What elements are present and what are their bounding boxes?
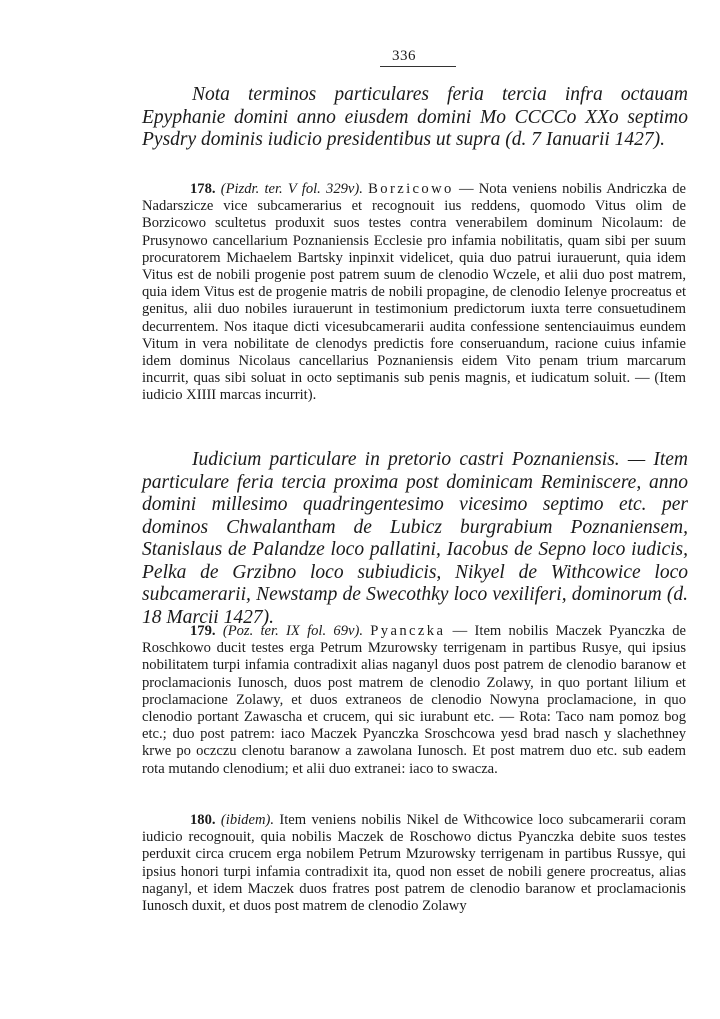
entry-source: (ibidem). (220, 812, 274, 828)
entry-179 (142, 623, 686, 778)
entry-text: — Nota veniens nobilis Andriczka de Nadarszicze vice subcamerarius et recognouit ius reddens, quomodo Vitus olim de Borzicowo scultetus produxit suos testes contra venerabilem dominum Nicolaum: de Prusynowo cancellarium Poznaniensis Ecclesie pro infamia nobilitatis, quam sibi per suum procuratorem Michaelem Bartsky inpinxit videlicet, quia duo patrui iurauerunt, quia idem Vitus est de nobili progenie post patrem suum de clenodio Wczele, et alii duo post matrem, quia idem Vitus est de progenie matris de nobili propagine, de clenodio Ielenye procreatus et genitus, alii duo nobiles iurauerunt in testimonium predictorum iuxta terre consuetudinem decurrentem. Nos itaque dicti vicesubcamerarii audita confessione sentenciauimus eundem Vitum in vera nobilitate de clenodys predictis fore conseruandum, racione cuius infamie idem dominus Nicolaus cancellarius Poznaniensis eidem Vito penam trium marcarum incurrit, quas sibi soluat in octo septimanis sub penis magnis, et iudicatum soluit. — (Item iudicio XIIII marcas incurrit). (142, 181, 686, 404)
section-heading: Nota terminos particulares feria tercia infra octauam Epyphanie domini anno eiusdem domini Mo CCCCo XXo septimo Pysdry dominis iudicio presidentibus ut supra (d. 7 Ianuarii 1427). (142, 84, 688, 150)
page-number-rule (380, 66, 456, 67)
entry-178 (142, 181, 686, 405)
entry-place: Pyanczka (370, 623, 446, 639)
entry-source: (Poz. ter. IX fol. 69v). (222, 623, 363, 639)
section-heading: Iudicium particulare in pretorio castri Poznaniensis. — Item particulare feria tercia proxima post dominicam Reminiscere, anno domini millesimo quadringentesimo vicesimo septimo etc. per dominos Chwalantham de Lubicz burgrabium Poznaniensem, Stanislaus de Palandze loco pallatini, Iacobus de Sepno loco iudicis, Pelka de Grzibno loco subiudicis, Nikyel de Withcowice loco subcamerarii, Newstamp de Swecothky loco vexiliferi, dominorum (d. 18 Marcii 1427). (142, 449, 688, 628)
entry-number: 178. (190, 181, 216, 197)
entry-place: Borzicowo (368, 181, 454, 197)
entry-source: (Pizdr. ter. V fol. 329v). (220, 181, 363, 197)
entry-number: 179. (190, 623, 216, 639)
entry-180 (142, 812, 686, 915)
page-number: 336 (392, 48, 416, 64)
entry-text: — Item nobilis Maczek Pyanczka de Roschkowo ducit testes erga Petrum Mzurowsky terrigenam in partibus Rusye, qui ipsius nobilitatem turpi infamia contradixit alias naganyl duos post patrem de clenodio baranow et proclamacionis Iunosch, duos post matrem de clenodio Zolawy, in quo portant lilium et proclamacione Zolawy, et duos extraneos de clenodio Nowyna proclamacione, in quo clenodio portant Zawascha et crucem, qui sic iurabunt etc. — Rota: Taco nam pomoz bog etc.; duo post patrem: iaco Maczek Pyanczka Sroschcowa yesd brad nasch y slachethney krwe po oczczu clenotu baranow a zawolana Iunosch. Et post matrem duo etc. sub eadem rota mutando clenodium; et alii duo extranei: iaco to swacza. (142, 623, 686, 777)
entry-text: Item veniens nobilis Nikel de Withcowice loco subcamerarii coram iudicio recognouit, quia nobilis Maczek de Roschowo dictus Pyanczka debite suos testes perduxit circa crucem erga nobilem Petrum Mzurowsky terrigenam in partibus Russye, qui ipsius honori turpi infamia contradixit ita, quod non esset de nobili genere procreatus, alias naganyl, et idem Maczek duos fratres post patrem de clenodio baranow et proclamacionis Iunosch duxit, et duos post matrem de clenodio Zolawy (142, 812, 686, 915)
entry-number: 180. (190, 812, 216, 828)
